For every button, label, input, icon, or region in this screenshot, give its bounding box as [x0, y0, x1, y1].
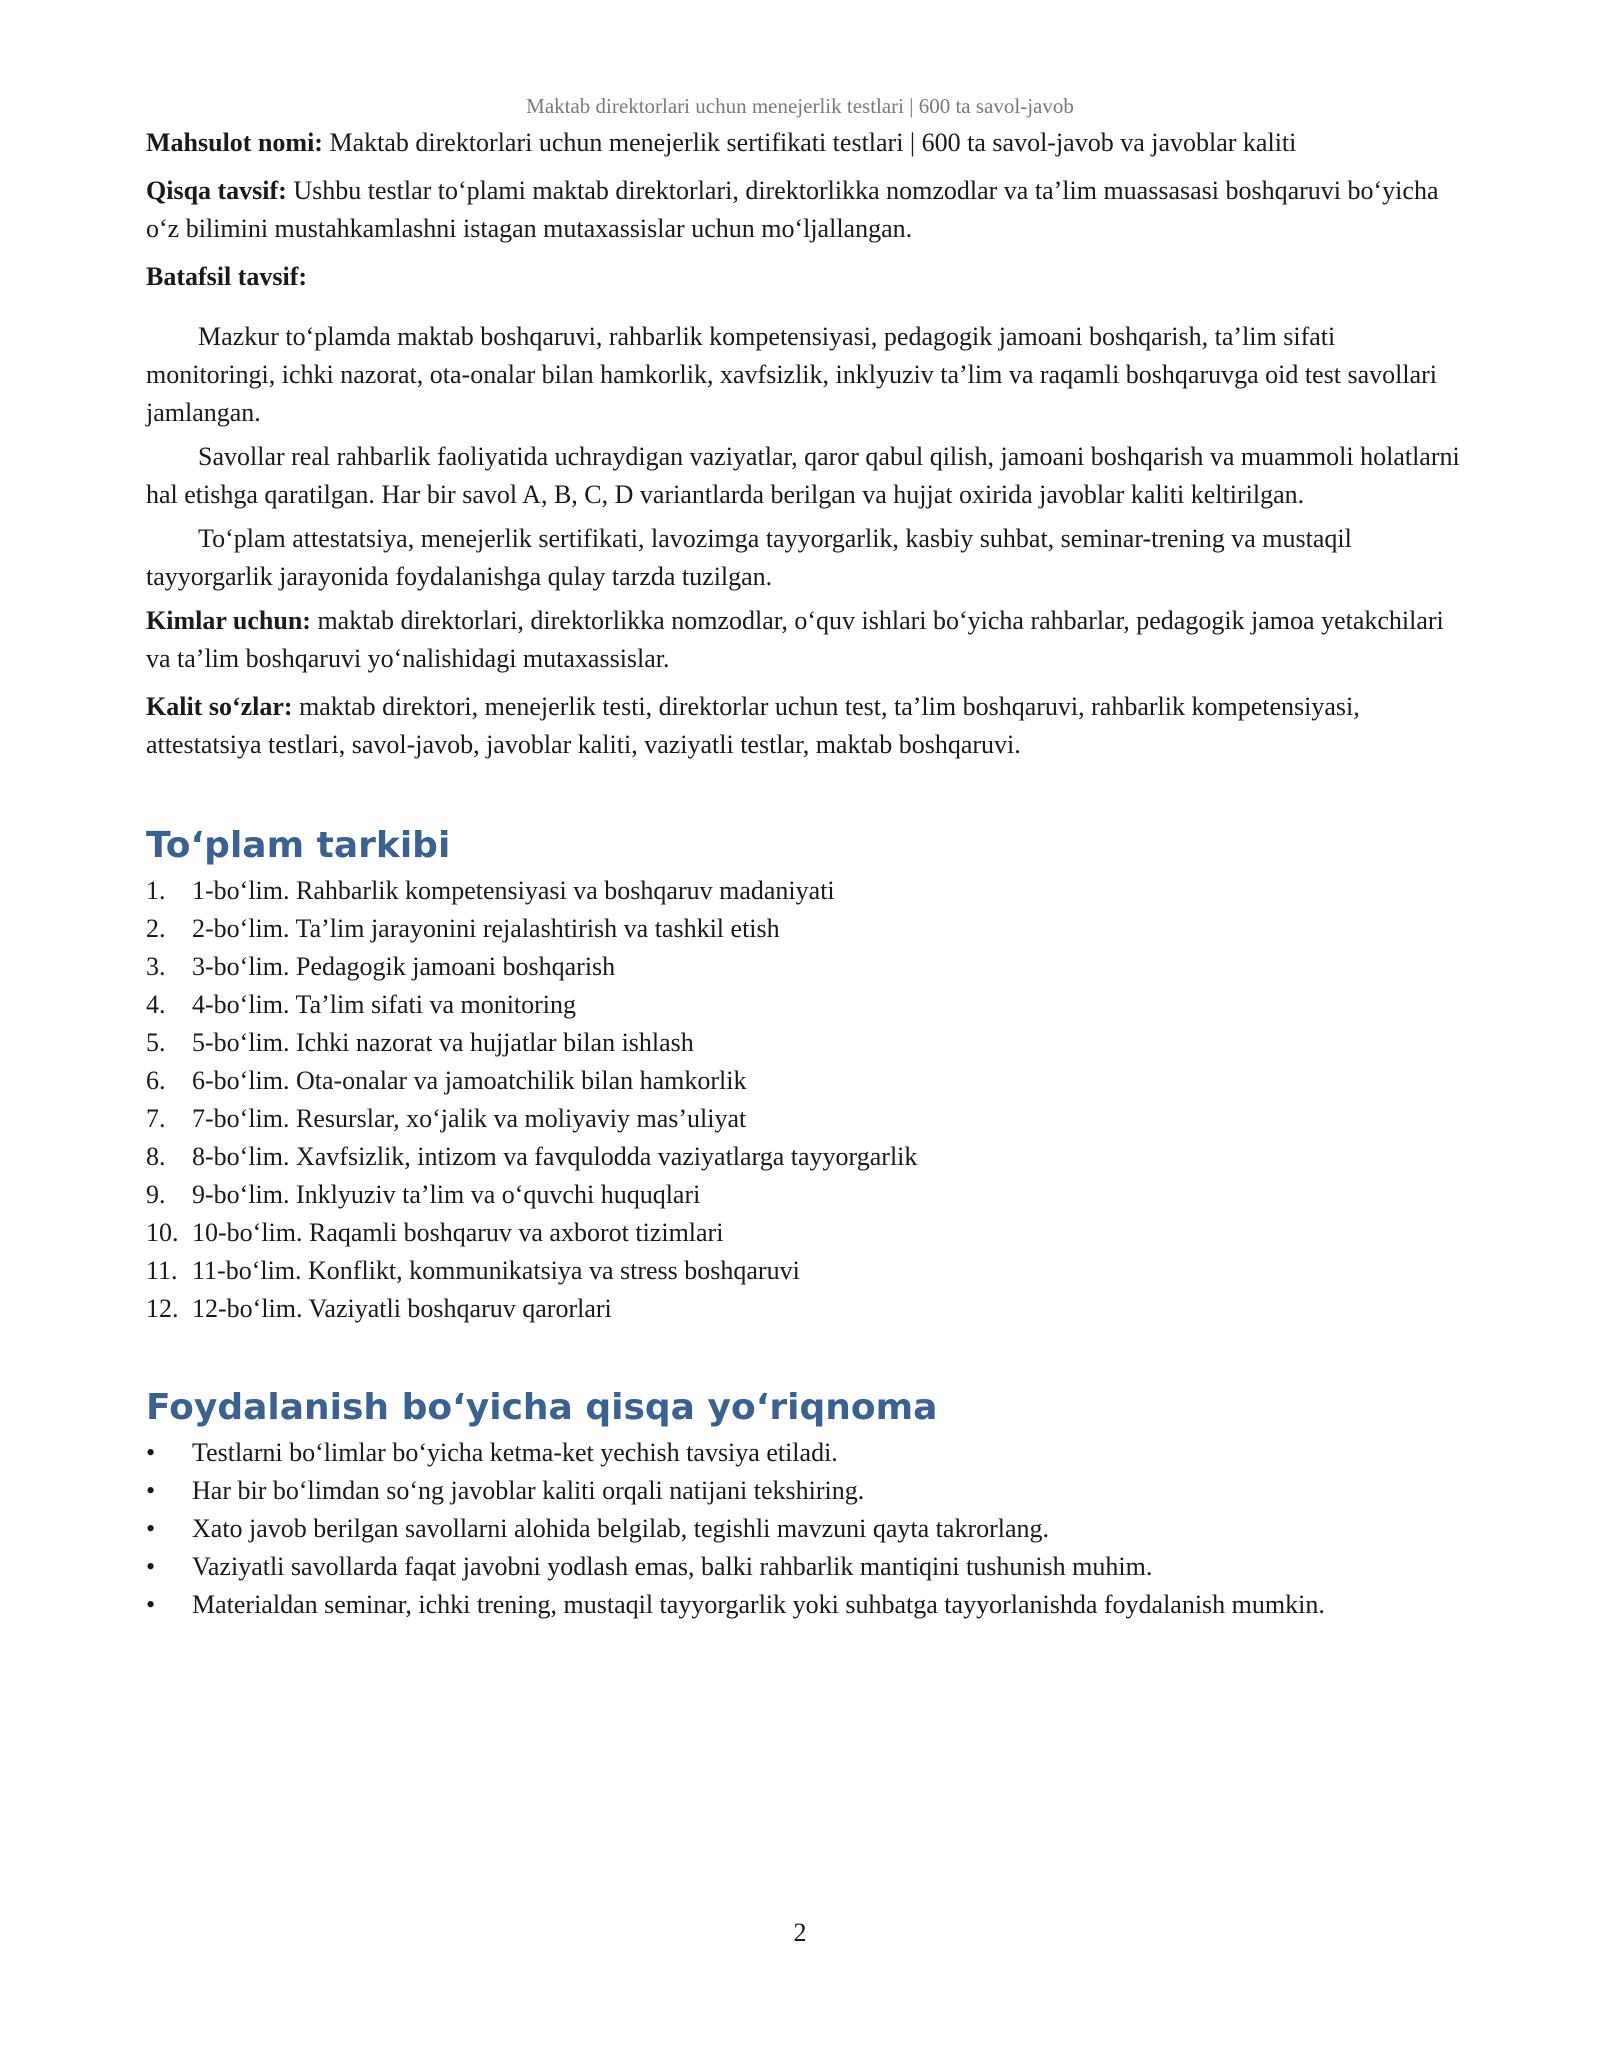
list-item: [146, 986, 1466, 1024]
list-item-number: 2.: [146, 914, 166, 943]
list-item: [146, 1586, 1466, 1624]
audience-value: maktab direktorlari, direktorlikka nomzodlar, o‘quv ishlari bo‘yicha rahbarlar, pedagogik jamoa yetakchilari va ta’lim boshqaruvi yo‘nalishidagi mutaxassislar.: [146, 606, 1444, 673]
list-item: [146, 1138, 1466, 1176]
list-item-number: 4.: [146, 990, 166, 1019]
list-item-number: 9.: [146, 1180, 166, 1209]
list-item-number: 11.: [146, 1256, 178, 1285]
list-item-number: 1.: [146, 876, 166, 905]
list-item: [146, 910, 1466, 948]
list-item: [146, 1290, 1466, 1328]
list-item-text: 8-bo‘lim. Xavfsizlik, intizom va favqulodda vaziyatlarga tayyorgarlik: [192, 1142, 918, 1171]
page-content: [146, 124, 1466, 1624]
list-item: [146, 948, 1466, 986]
audience-label: Kimlar uchun:: [146, 606, 311, 635]
product-name-value: Maktab direktorlari uchun menejerlik sertifikati testlari | 600 ta savol-javob va javoblar kaliti: [322, 128, 1297, 157]
product-name: [146, 124, 1466, 162]
list-item-number: 6.: [146, 1066, 166, 1095]
list-item-number: 5.: [146, 1028, 166, 1057]
list-item: [146, 1510, 1466, 1548]
list-item-text: 3-bo‘lim. Pedagogik jamoani boshqarish: [192, 952, 616, 981]
list-item-text: 11-bo‘lim. Konflikt, kommunikatsiya va stress boshqaruvi: [192, 1256, 800, 1285]
list-item: [146, 1214, 1466, 1252]
running-header: Maktab direktorlari uchun menejerlik testlari | 600 ta savol-javob: [526, 94, 1074, 118]
keywords-value: maktab direktori, menejerlik testi, direktorlar uchun test, ta’lim boshqaruvi, rahbarlik kompetensiyasi, attestatsiya testlari, savol-javob, javoblar kaliti, vaziyatli testlar, maktab boshqaruvi.: [146, 692, 1360, 759]
list-item-text: 2-bo‘lim. Ta’lim jarayonini rejalashtirish va tashkil etish: [192, 914, 780, 943]
list-item: [146, 1024, 1466, 1062]
detail-description-label: Batafsil tavsif:: [146, 262, 308, 291]
guide-title: Foydalanish bo‘yicha qisqa yo‘riqnoma: [146, 1387, 938, 1428]
list-item-number: 8.: [146, 1142, 166, 1171]
list-item-text: Testlarni bo‘limlar bo‘yicha ketma-ket yechish tavsiya etiladi.: [192, 1438, 838, 1467]
bullet-icon: •: [146, 1438, 156, 1467]
short-description-value: Ushbu testlar to‘plami maktab direktorlari, direktorlikka nomzodlar va ta’lim muassasasi boshqaruvi bo‘yicha o‘z bilimini mustahkamlashni istagan mutaxassislar uchun mo‘ljallangan.: [146, 176, 1439, 243]
bullet-icon: •: [146, 1514, 156, 1543]
list-item: [146, 872, 1466, 910]
guide-list: [146, 1434, 1466, 1624]
list-item-text: 7-bo‘lim. Resurslar, xo‘jalik va moliyaviy mas’uliyat: [192, 1104, 747, 1133]
list-item-text: 1-bo‘lim. Rahbarlik kompetensiyasi va boshqaruv madaniyati: [192, 876, 835, 905]
list-item: [146, 1472, 1466, 1510]
list-item: [146, 1548, 1466, 1586]
page-number: 2: [793, 1918, 807, 1947]
list-item-number: 7.: [146, 1104, 166, 1133]
list-item-text: Xato javob berilgan savollarni alohida belgilab, tegishli mavzuni qayta takrorlang.: [192, 1514, 1050, 1543]
list-item-text: Vaziyatli savollarda faqat javobni yodlash emas, balki rahbarlik mantiqini tushunish muhim.: [192, 1552, 1153, 1581]
keywords-label: Kalit so‘zlar:: [146, 692, 293, 721]
list-item-text: 4-bo‘lim. Ta’lim sifati va monitoring: [192, 990, 577, 1019]
list-item: [146, 1062, 1466, 1100]
list-item-text: Materialdan seminar, ichki trening, mustaqil tayyorgarlik yoki suhbatga tayyorlanishda foydalanish mumkin.: [192, 1590, 1325, 1619]
list-item-text: 12-bo‘lim. Vaziyatli boshqaruv qarorlari: [192, 1294, 612, 1323]
list-item: [146, 1100, 1466, 1138]
detail-paragraph: To‘plam attestatsiya, menejerlik sertifikati, lavozimga tayyorgarlik, kasbiy suhbat, seminar-trening va mustaqil tayyorgarlik jarayonida foydalanishga qulay tarzda tuzilgan.: [146, 524, 1352, 591]
list-item-text: 6-bo‘lim. Ota-onalar va jamoatchilik bilan hamkorlik: [192, 1066, 747, 1095]
bullet-icon: •: [146, 1552, 156, 1581]
list-item-text: Har bir bo‘limdan so‘ng javoblar kaliti orqali natijani tekshiring.: [192, 1476, 865, 1505]
list-item: [146, 1252, 1466, 1290]
list-item-number: 3.: [146, 952, 166, 981]
list-item: [146, 1176, 1466, 1214]
detail-paragraph: Mazkur to‘plamda maktab boshqaruvi, rahbarlik kompetensiyasi, pedagogik jamoani boshqarish, ta’lim sifati monitoringi, ichki nazorat, ota-onalar bilan hamkorlik, xavfsizlik, inklyuziv ta’lim va raqamli boshqaruvga oid test savollari jamlangan.: [146, 322, 1437, 427]
detail-paragraph: Savollar real rahbarlik faoliyatida uchraydigan vaziyatlar, qaror qabul qilish, jamoani boshqarish va muammoli holatlarni hal etishga qaratilgan. Har bir savol A, B, C, D variantlarda berilgan va hujjat oxirida javoblar kaliti keltirilgan.: [146, 442, 1460, 509]
detail-description-heading: [146, 258, 1466, 296]
list-item-text: 10-bo‘lim. Raqamli boshqaruv va axborot tizimlari: [192, 1218, 724, 1247]
list-item-number: 10.: [146, 1218, 179, 1247]
list-item-text: 9-bo‘lim. Inklyuziv ta’lim va o‘quvchi huquqlari: [192, 1180, 701, 1209]
keywords: [146, 688, 1466, 764]
audience: [146, 602, 1466, 678]
short-description-label: Qisqa tavsif:: [146, 176, 287, 205]
product-name-label: Mahsulot nomi:: [146, 128, 323, 157]
short-description: [146, 172, 1466, 248]
list-item-text: 5-bo‘lim. Ichki nazorat va hujjatlar bilan ishlash: [192, 1028, 694, 1057]
list-item-number: 12.: [146, 1294, 179, 1323]
contents-title: To‘plam tarkibi: [146, 825, 451, 866]
bullet-icon: •: [146, 1476, 156, 1505]
contents-list: [146, 872, 1466, 1328]
list-item: [146, 1434, 1466, 1472]
bullet-icon: •: [146, 1590, 156, 1619]
